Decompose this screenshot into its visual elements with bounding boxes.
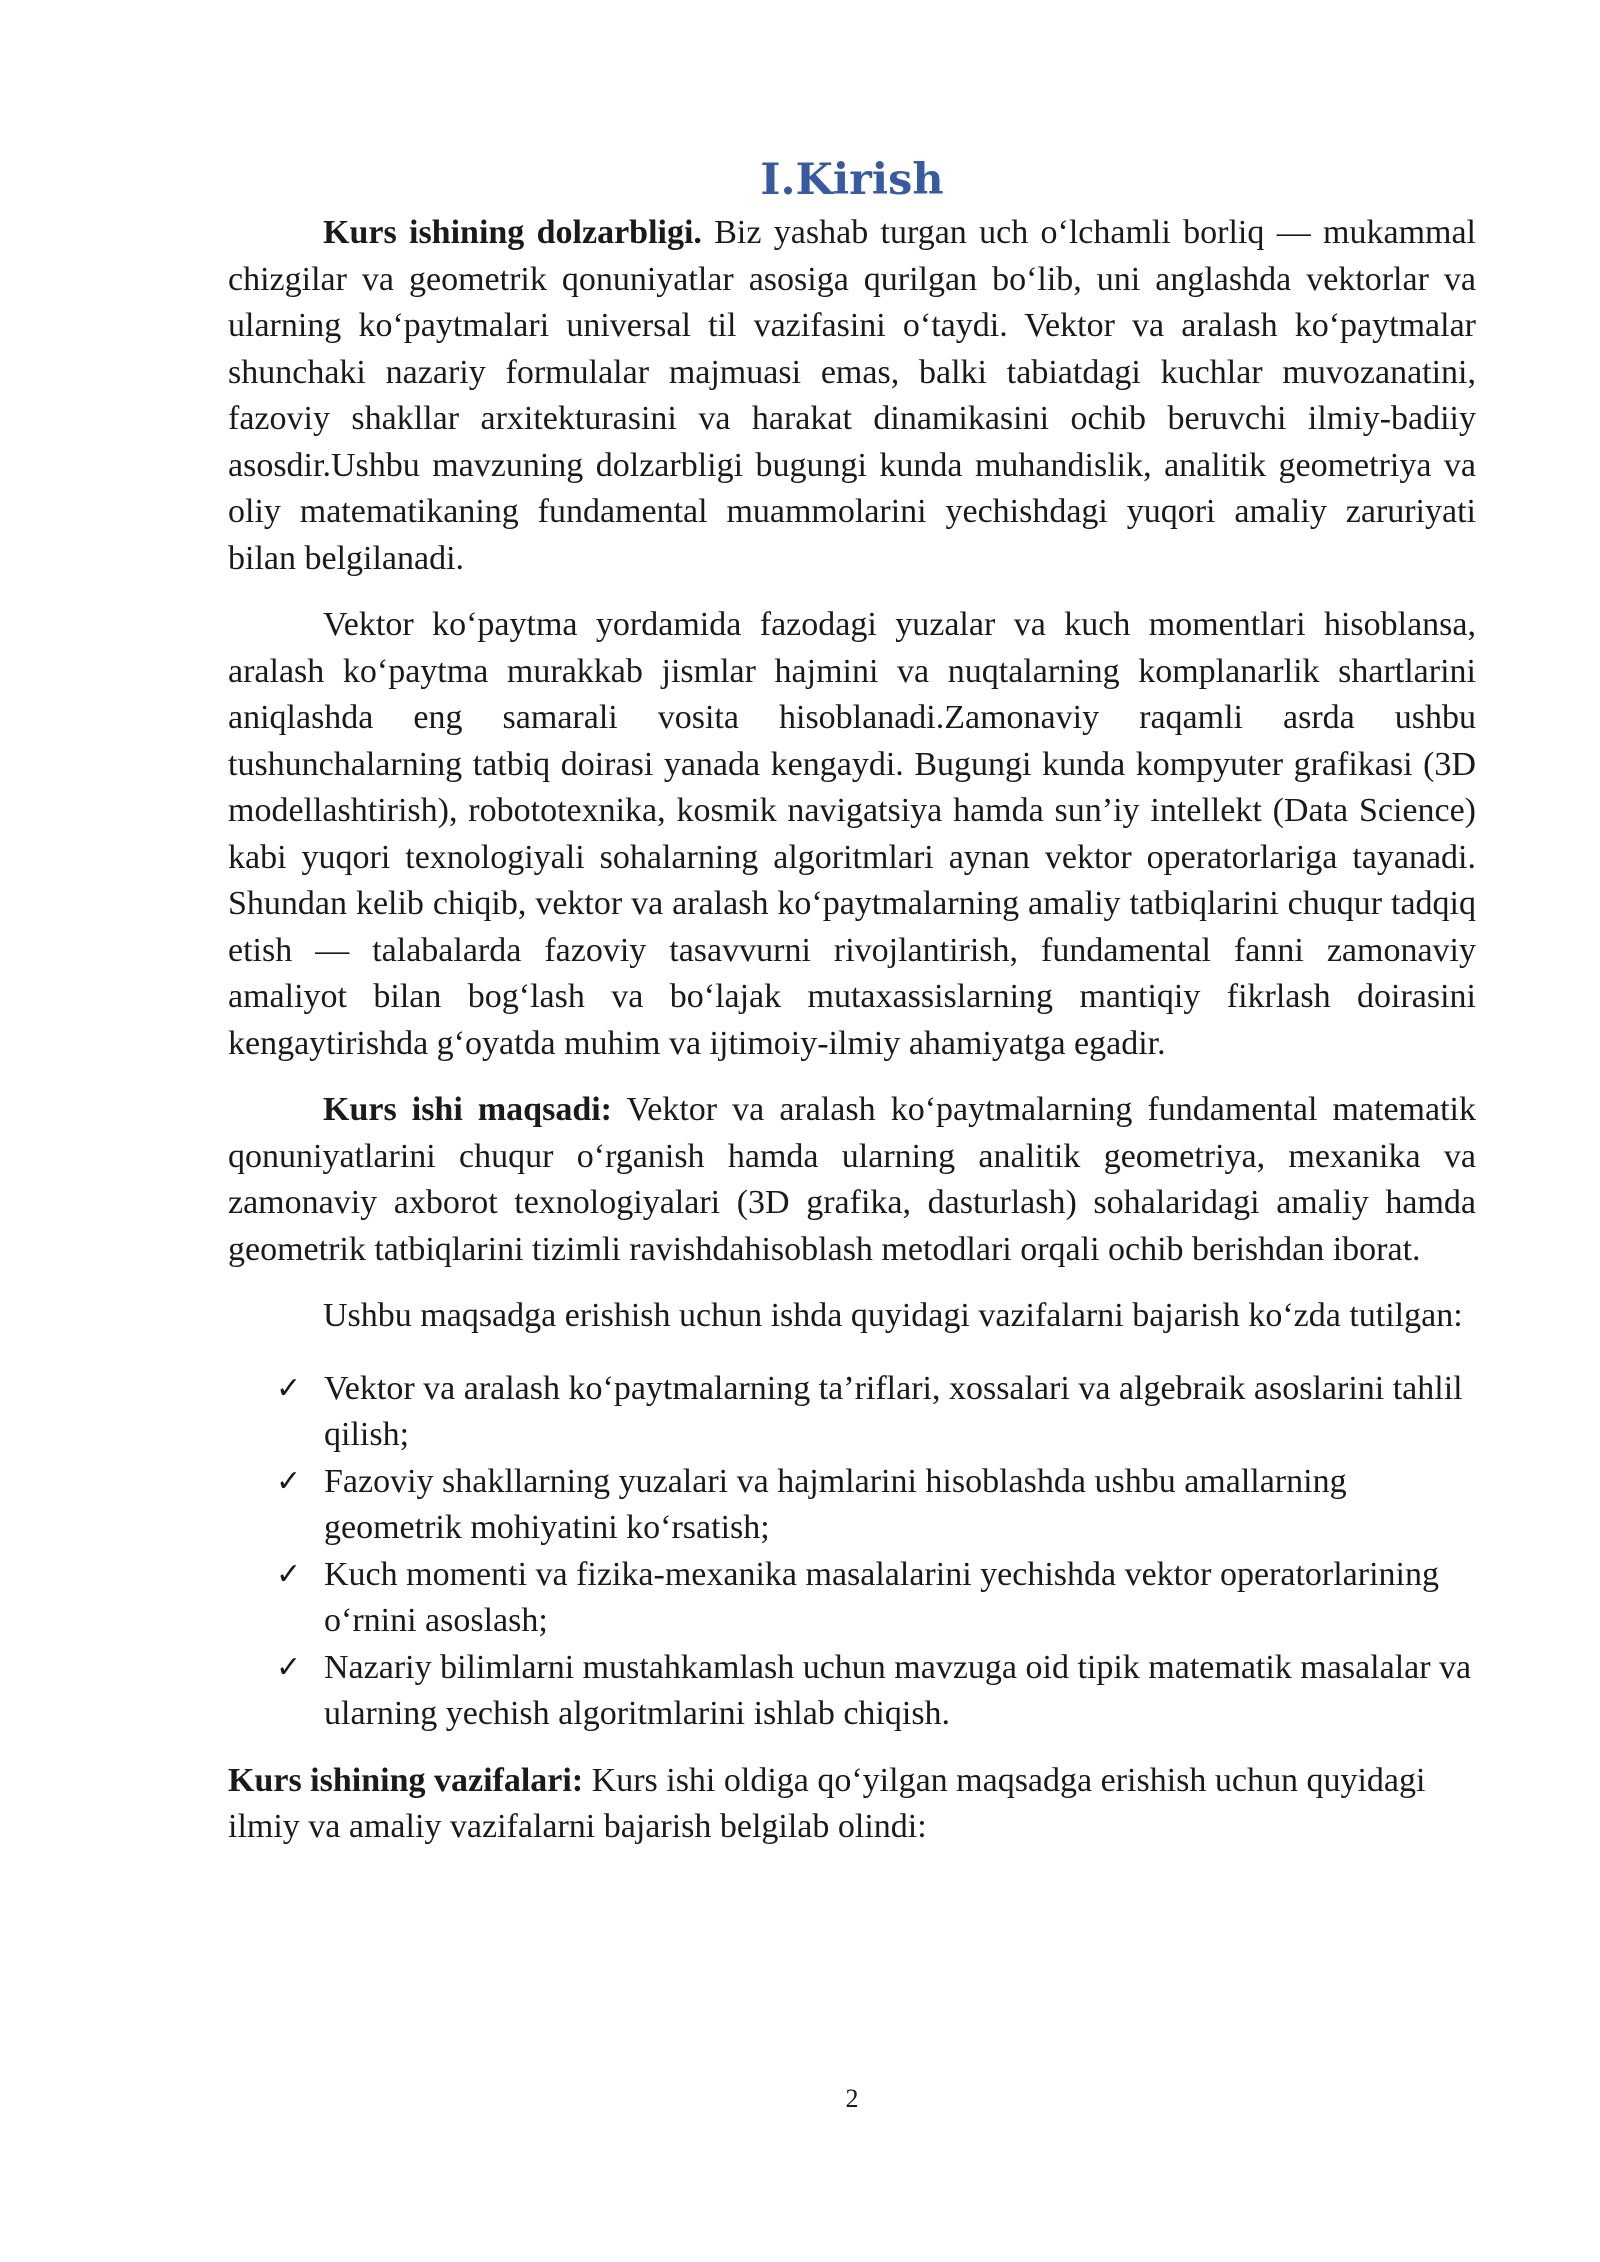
section-title: I.Kirish — [760, 155, 944, 205]
tasks-intro-text: Ushbu maqsadga erishish uchun ishda quyidagi vazifalarni bajarish ko‘zda tutilgan: — [323, 1297, 1463, 1334]
goal-heading: Kurs ishi maqsadi: — [323, 1091, 612, 1128]
tasks-intro-paragraph — [228, 1293, 1476, 1340]
check-mark-icon: ✓ — [276, 1556, 302, 1592]
relevance-text: Biz yashab turgan uch o‘lchamli borliq — mukammal chizgilar va geometrik qonuniyatlar asosiga qurilgan bo‘lib, uni anglashda vektorlar va ularning ko‘paytmalari universal til vazifasini o‘taydi. Vektor va aralash ko‘paytmalar shunchaki nazariy formulalar majmuasi emas, balki tabiatdagi kuchlar muvozanatini, fazoviy shakllar arxitekturasini va harakat dinamikasini ochib beruvchi ilmiy-badiiy asosdir.Ushbu mavzuning dolzarbligi bugungi kunda muhandislik, analitik geometriya va oliy matematikaning fundamental muammolarini yechishdagi yuqori amaliy zaruriyati bilan belgilanadi. — [228, 214, 1476, 577]
check-mark-icon: ✓ — [276, 1649, 302, 1685]
vector-product-paragraph — [228, 602, 1476, 1067]
list-item-text: Fazoviy shakllarning yuzalari va hajmlarini hisoblashda ushbu amallarning geometrik mohiyatini ko‘rsatish; — [324, 1462, 1347, 1546]
objectives-paragraph — [228, 1758, 1476, 1851]
goal-paragraph — [228, 1087, 1476, 1273]
list-item — [228, 1645, 1476, 1738]
check-mark-icon: ✓ — [276, 1463, 302, 1499]
list-item-text: Kuch momenti va fizika-mexanika masalalarini yechishda vektor operatorlarining o‘rnini asoslash; — [324, 1555, 1439, 1639]
objectives-text: Kurs ishi oldiga qo‘yilgan maqsadga erishish uchun quyidagi ilmiy va amaliy vazifalarni bajarish belgilab olindi: — [228, 1761, 1426, 1845]
objectives-heading: Kurs ishining vazifalari: — [228, 1761, 584, 1799]
check-mark-icon: ✓ — [276, 1370, 302, 1406]
list-item — [228, 1552, 1476, 1645]
relevance-heading: Kurs ishining dolzarbligi. — [323, 214, 702, 251]
document-page — [228, 150, 1476, 1851]
list-item — [228, 1366, 1476, 1459]
task-checklist — [228, 1366, 1476, 1738]
page-number: 2 — [845, 2084, 859, 2113]
vector-product-text: Vektor ko‘paytma yordamida fazodagi yuzalar va kuch momentlari hisoblansa, aralash ko‘paytma murakkab jismlar hajmini va nuqtalarning komplanarlik shartlarini aniqlashda eng samarali vosita hisoblanadi.Zamonaviy raqamli asrda ushbu tushunchalarning tatbiq doirasi yanada kengaydi. Bugungi kunda kompyuter grafikasi (3D modellashtirish), robototexnika, kosmik navigatsiya hamda sun’iy intellekt (Data Science) kabi yuqori texnologiyali sohalarning algoritmlari aynan vektor operatorlariga tayanadi. Shundan kelib chiqib, vektor va aralash ko‘paytmalarning amaliy tatbiqlarini chuqur tadqiq etish — talabalarda fazoviy tasavvurni rivojlantirish, fundamental fanni zamonaviy amaliyot bilan bog‘lash va bo‘lajak mutaxassislarning mantiqiy fikrlash doirasini kengaytirishda g‘oyatda muhim va ijtimoiy-ilmiy ahamiyatga egadir. — [228, 606, 1476, 1062]
list-item-text: Nazariy bilimlarni mustahkamlash uchun mavzuga oid tipik matematik masalalar va ularning yechish algoritmlarini ishlab chiqish. — [324, 1648, 1472, 1732]
list-item — [228, 1459, 1476, 1552]
relevance-paragraph — [228, 210, 1476, 582]
goal-text: Vektor va aralash ko‘paytmalarning fundamental matematik qonuniyatlarini chuqur o‘rganish hamda ularning analitik geometriya, mexanika va zamonaviy axborot texnologiyalari (3D grafika, dasturlash) sohalaridagi amaliy hamda geometrik tatbiqlarini tizimli ravishdahisoblash metodlari orqali ochib berishdan iborat. — [228, 1091, 1476, 1268]
list-item-text: Vektor va aralash ko‘paytmalarning ta’riflari, xossalari va algebraik asoslarini tahlil qilish; — [324, 1369, 1463, 1453]
